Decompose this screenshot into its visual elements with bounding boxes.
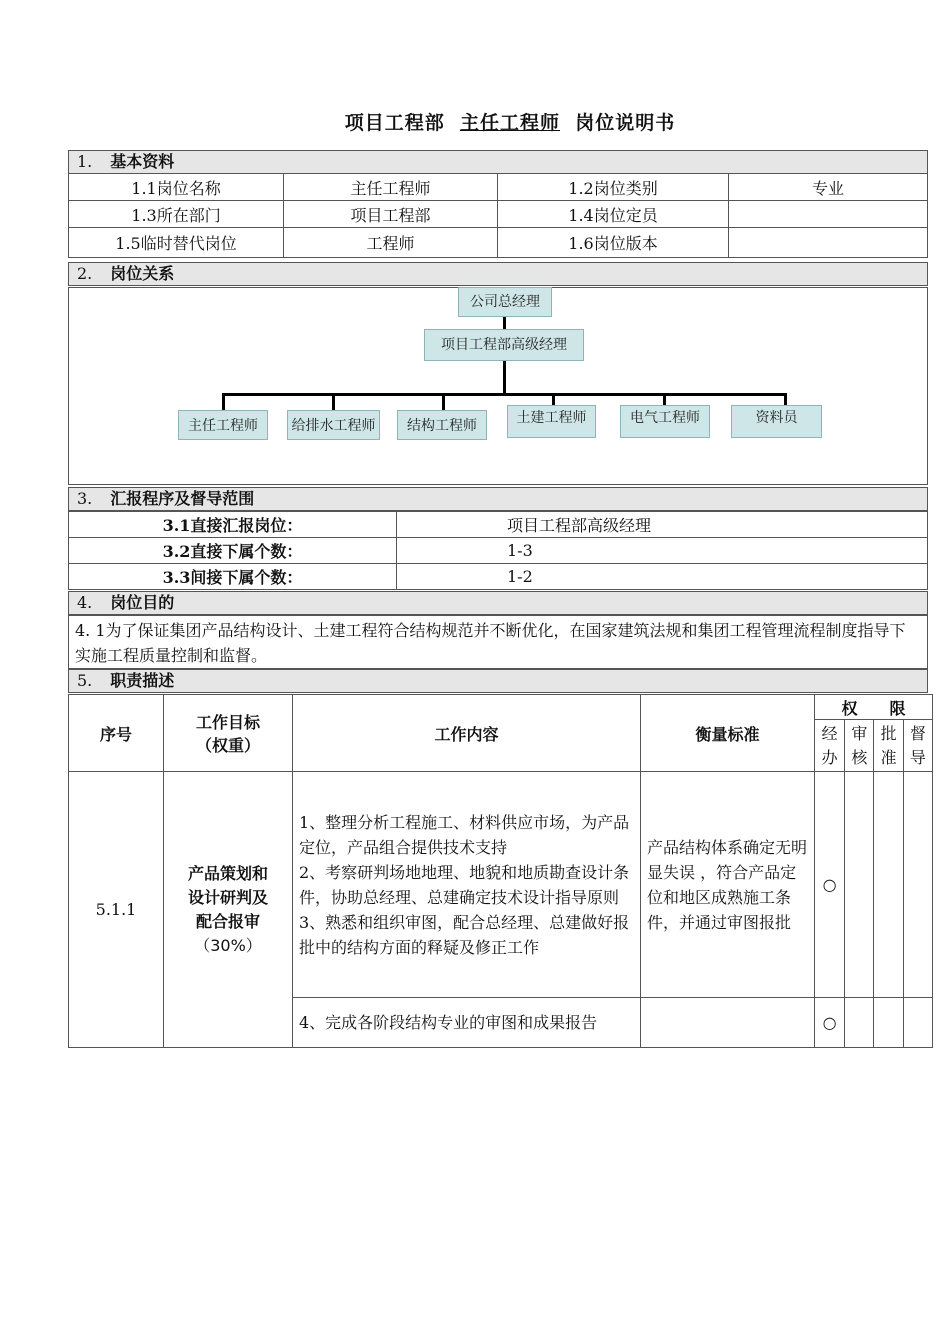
section-reporting: 3. 汇报程序及督导范围 — [68, 487, 928, 511]
basic-key: 1.2岗位类别 — [498, 174, 729, 201]
org-connector — [332, 393, 335, 410]
col-header-no: 序号 — [69, 695, 164, 772]
basic-info-table — [68, 173, 928, 258]
report-value: 1-2 — [397, 564, 928, 590]
col-header-standard: 衡量标准 — [641, 695, 815, 772]
basic-value — [729, 201, 928, 228]
report-key: 3.1直接汇报岗位： — [69, 512, 397, 538]
purpose-text: 4. 1为了保证集团产品结构设计、土建工程符合结构规范并不断优化，在国家建筑法规和集团工程管理流程制度指导下实施工程质量控制和监督。 — [68, 615, 928, 669]
auth-cell — [874, 772, 903, 998]
auth-review: 审 核 — [845, 720, 874, 772]
page-title: 项目工程部 主任工程师 岗位说明书 — [344, 112, 676, 134]
col-header-content: 工作内容 — [293, 695, 641, 772]
auth-mark: ○ — [815, 998, 845, 1048]
auth-cell — [845, 772, 874, 998]
duty-content: 1、整理分析工程施工、材料供应市场，为产品定位，产品组合提供技术支持 2、考察研判场地地理、地貌和地质勘查设计条件，协助总经理、总建确定技术设计指导原则 3、熟悉和组织审图，配合总经理、总建做好报批中的结构方面的释疑及修正工作 — [293, 772, 641, 998]
report-key: 3.3间接下属个数： — [69, 564, 397, 590]
basic-value: 项目工程部 — [284, 201, 498, 228]
duty-no: 5.1.1 — [69, 772, 164, 1048]
section-duties: 5. 职责描述 — [68, 669, 928, 693]
section-basic-info: 1. 基本资料 — [68, 150, 928, 174]
basic-value — [729, 228, 928, 258]
basic-value: 专业 — [729, 174, 928, 201]
reporting-table — [68, 511, 928, 590]
auth-cell — [845, 998, 874, 1048]
basic-key: 1.3所在部门 — [69, 201, 284, 228]
org-node-child: 结构工程师 — [397, 410, 487, 440]
org-node-child: 土建工程师 — [507, 405, 596, 438]
org-connector — [503, 361, 506, 395]
duty-table — [68, 694, 933, 1048]
section-relations: 2. 岗位关系 — [68, 262, 928, 286]
duty-standard: 产品结构体系确定无明显失误 ，符合产品定位和地区成熟施工条件，并通过审图报批 — [641, 772, 815, 998]
org-connector — [222, 393, 787, 396]
org-connector — [503, 317, 506, 329]
org-connector — [222, 393, 225, 410]
org-node-mid: 项目工程部高级经理 — [424, 329, 584, 361]
report-value: 1-3 — [397, 538, 928, 564]
auth-cell — [874, 998, 903, 1048]
org-node-child: 主任工程师 — [178, 410, 268, 440]
duty-standard — [641, 998, 815, 1048]
basic-key: 1.6岗位版本 — [498, 228, 729, 258]
org-connector — [442, 393, 445, 410]
col-header-target: 工作目标 （权重） — [164, 695, 293, 772]
org-node-child: 资料员 — [731, 405, 822, 438]
auth-cell — [903, 772, 932, 998]
title-position: 主任工程师 — [459, 112, 560, 134]
basic-value: 主任工程师 — [284, 174, 498, 201]
auth-supervise: 督 导 — [903, 720, 932, 772]
basic-value: 工程师 — [284, 228, 498, 258]
org-node-child: 电气工程师 — [620, 405, 710, 438]
duty-content: 4、完成各阶段结构专业的审图和成果报告 — [293, 998, 641, 1048]
report-value: 项目工程部高级经理 — [397, 512, 928, 538]
duty-target: 产品策划和 设计研判及 配合报审 （30%） — [164, 772, 293, 1048]
auth-approve: 批 准 — [874, 720, 903, 772]
basic-key: 1.1岗位名称 — [69, 174, 284, 201]
basic-key: 1.5临时替代岗位 — [69, 228, 284, 258]
section-purpose: 4. 岗位目的 — [68, 591, 928, 615]
col-header-authority: 权 限 — [815, 695, 933, 720]
basic-key: 1.4岗位定员 — [498, 201, 729, 228]
org-node-top: 公司总经理 — [458, 287, 552, 317]
auth-handle: 经 办 — [815, 720, 845, 772]
auth-cell — [903, 998, 932, 1048]
report-key: 3.2直接下属个数： — [69, 538, 397, 564]
org-node-child: 给排水工程师 — [287, 410, 380, 440]
auth-mark: ○ — [815, 772, 845, 998]
